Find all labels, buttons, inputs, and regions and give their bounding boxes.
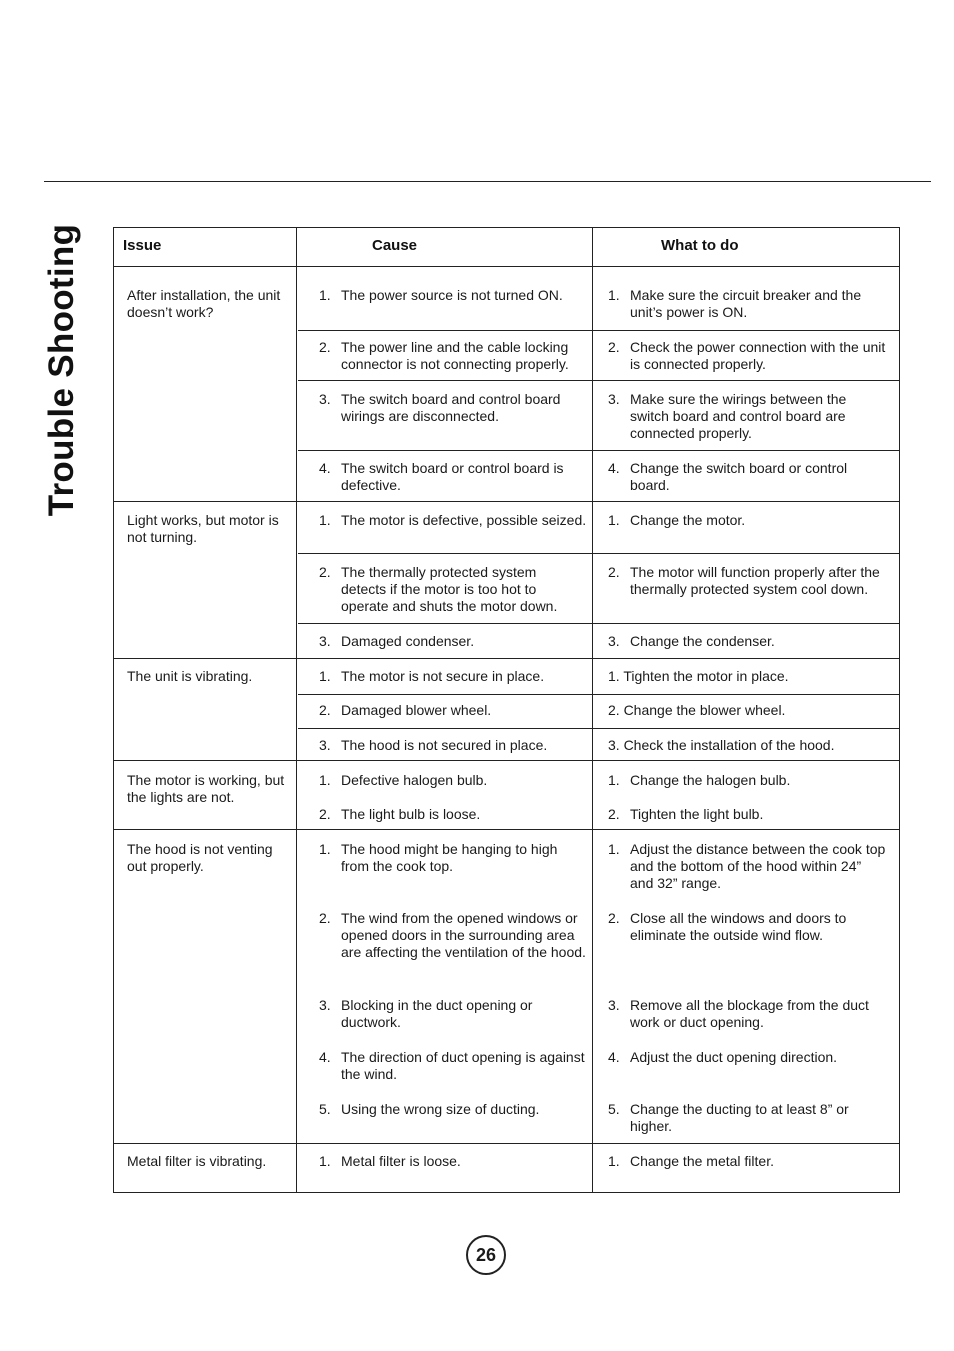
cause-text: The hood is not secured in place. bbox=[341, 737, 548, 753]
action-number: 1. bbox=[608, 287, 620, 303]
cause-text: The power line and the cable locking connector is not connecting properly. bbox=[341, 339, 569, 372]
cause-item bbox=[319, 772, 589, 789]
action-text: Change the ducting to at least 8” or higher. bbox=[630, 1101, 849, 1134]
action-item bbox=[608, 910, 888, 944]
action-item bbox=[608, 391, 888, 442]
row-rule bbox=[298, 553, 899, 554]
header-rule bbox=[114, 266, 899, 267]
group-rule bbox=[114, 829, 899, 830]
action-text: Adjust the duct opening direction. bbox=[630, 1049, 838, 1065]
cause-text: Damaged blower wheel. bbox=[341, 702, 492, 718]
page-number: 26 bbox=[466, 1235, 506, 1275]
cause-item bbox=[319, 287, 589, 304]
action-item bbox=[608, 1101, 888, 1135]
action-text: 1. Tighten the motor in place. bbox=[608, 668, 789, 684]
cause-number: 3. bbox=[319, 737, 331, 753]
cause-number: 3. bbox=[319, 633, 331, 649]
action-number: 5. bbox=[608, 1101, 620, 1117]
action-item bbox=[608, 702, 888, 719]
cause-item bbox=[319, 460, 589, 494]
cause-text: Metal filter is loose. bbox=[341, 1153, 461, 1169]
action-number: 1. bbox=[608, 841, 620, 857]
cause-item bbox=[319, 668, 589, 685]
group-rule bbox=[298, 1143, 899, 1144]
action-item bbox=[608, 772, 888, 789]
action-number: 2. bbox=[608, 564, 620, 580]
action-number: 2. bbox=[608, 806, 620, 822]
action-text: Make sure the circuit breaker and the unit’s power is ON. bbox=[630, 287, 862, 320]
action-item bbox=[608, 668, 888, 685]
cause-item bbox=[319, 841, 589, 875]
header-cause: Cause bbox=[372, 237, 418, 254]
troubleshooting-table bbox=[113, 227, 900, 1193]
cause-text: The hood might be hanging to high from the cook top. bbox=[341, 841, 558, 874]
action-item bbox=[608, 287, 888, 321]
action-text: Change the metal filter. bbox=[630, 1153, 774, 1169]
cause-text: Using the wrong size of ducting. bbox=[341, 1101, 540, 1117]
cause-number: 4. bbox=[319, 460, 331, 476]
cause-number: 1. bbox=[319, 668, 331, 684]
cause-item bbox=[319, 633, 589, 650]
cause-text: The direction of duct opening is against the wind. bbox=[341, 1049, 585, 1082]
issue-cell: Light works, but motor is not turning. bbox=[127, 512, 279, 545]
issue-cell: The unit is vibrating. bbox=[127, 668, 253, 684]
action-item bbox=[608, 841, 888, 892]
action-text: Tighten the light bulb. bbox=[630, 806, 764, 822]
header-action: What to do bbox=[661, 237, 739, 254]
group-rule-left bbox=[114, 1143, 298, 1144]
cause-number: 1. bbox=[319, 841, 331, 857]
cause-number: 1. bbox=[319, 1153, 331, 1169]
cause-text: Damaged condenser. bbox=[341, 633, 475, 649]
action-text: Make sure the wirings between the switch board and control board are connected properly. bbox=[630, 391, 847, 441]
cause-item bbox=[319, 910, 589, 961]
action-item bbox=[608, 339, 888, 373]
action-number: 1. bbox=[608, 772, 620, 788]
side-title: Trouble Shooting bbox=[42, 223, 81, 517]
cause-text: Defective halogen bulb. bbox=[341, 772, 488, 788]
action-number: 1. bbox=[608, 512, 620, 528]
action-item bbox=[608, 633, 888, 650]
action-text: Adjust the distance between the cook top and the bottom of the hood within 24” and 32” range. bbox=[630, 841, 886, 891]
header-issue: Issue bbox=[123, 237, 162, 254]
cause-text: The wind from the opened windows or opened doors in the surrounding area are affecting the ventilation of the hood. bbox=[341, 910, 586, 960]
row-rule bbox=[298, 623, 899, 624]
action-text: Change the switch board or control board. bbox=[630, 460, 848, 493]
action-number: 3. bbox=[608, 391, 620, 407]
group-rule bbox=[114, 501, 899, 502]
cause-number: 2. bbox=[319, 806, 331, 822]
cause-item bbox=[319, 339, 589, 373]
action-text: Remove all the blockage from the duct work or duct opening. bbox=[630, 997, 869, 1030]
action-text: Change the halogen bulb. bbox=[630, 772, 791, 788]
action-number: 2. bbox=[608, 910, 620, 926]
group-rule bbox=[114, 760, 899, 761]
action-text: Check the power connection with the unit is connected properly. bbox=[630, 339, 886, 372]
cause-number: 4. bbox=[319, 1049, 331, 1065]
cause-item bbox=[319, 1049, 589, 1083]
cause-item bbox=[319, 737, 589, 754]
column-divider bbox=[592, 228, 593, 1192]
issue-cell: The motor is working, but the lights are not. bbox=[127, 772, 285, 805]
action-item bbox=[608, 737, 888, 754]
cause-text: The thermally protected system detects if the motor is too hot to operate and shuts the motor down. bbox=[341, 564, 558, 614]
cause-number: 1. bbox=[319, 512, 331, 528]
cause-number: 3. bbox=[319, 391, 331, 407]
cause-number: 5. bbox=[319, 1101, 331, 1117]
action-item bbox=[608, 997, 890, 1031]
action-item bbox=[608, 564, 883, 598]
cause-item bbox=[319, 806, 589, 823]
action-item bbox=[608, 460, 888, 494]
cause-number: 2. bbox=[319, 339, 331, 355]
action-item bbox=[608, 1153, 888, 1170]
cause-number: 1. bbox=[319, 287, 331, 303]
cause-item bbox=[319, 997, 589, 1031]
action-text: Change the motor. bbox=[630, 512, 746, 528]
cause-item bbox=[319, 1153, 589, 1170]
group-rule bbox=[114, 658, 899, 659]
cause-text: The light bulb is loose. bbox=[341, 806, 481, 822]
action-number: 3. bbox=[608, 633, 620, 649]
top-rule bbox=[44, 181, 931, 182]
row-rule bbox=[298, 380, 899, 381]
issue-cell: Metal filter is vibrating. bbox=[127, 1153, 267, 1169]
action-text: Change the condenser. bbox=[630, 633, 775, 649]
cause-number: 3. bbox=[319, 997, 331, 1013]
cause-item bbox=[319, 512, 589, 529]
action-number: 2. bbox=[608, 339, 620, 355]
cause-number: 2. bbox=[319, 910, 331, 926]
action-number: 3. bbox=[608, 997, 620, 1013]
action-text: 3. Check the installation of the hood. bbox=[608, 737, 835, 753]
action-number: 4. bbox=[608, 460, 620, 476]
cause-text: The switch board and control board wirings are disconnected. bbox=[341, 391, 561, 424]
row-rule bbox=[298, 450, 899, 451]
row-rule bbox=[298, 330, 899, 331]
cause-item bbox=[319, 702, 589, 719]
cause-number: 2. bbox=[319, 702, 331, 718]
action-item bbox=[608, 1049, 888, 1066]
cause-item bbox=[319, 391, 589, 425]
cause-text: The switch board or control board is defective. bbox=[341, 460, 564, 493]
cause-text: The power source is not turned ON. bbox=[341, 287, 563, 303]
action-number: 1. bbox=[608, 1153, 620, 1169]
cause-text: Blocking in the duct opening or ductwork. bbox=[341, 997, 533, 1030]
cause-number: 2. bbox=[319, 564, 331, 580]
action-text: Close all the windows and doors to eliminate the outside wind flow. bbox=[630, 910, 847, 943]
action-text: The motor will function properly after the thermally protected system cool down. bbox=[630, 564, 880, 597]
cause-text: The motor is not secure in place. bbox=[341, 668, 545, 684]
action-text: 2. Change the blower wheel. bbox=[608, 702, 786, 718]
row-rule bbox=[298, 728, 899, 729]
action-item bbox=[608, 806, 888, 823]
issue-cell: The hood is not venting out properly. bbox=[127, 841, 273, 874]
action-item bbox=[608, 512, 888, 529]
action-number: 4. bbox=[608, 1049, 620, 1065]
cause-item bbox=[319, 564, 569, 615]
row-rule bbox=[298, 694, 899, 695]
cause-item bbox=[319, 1101, 589, 1118]
cause-number: 1. bbox=[319, 772, 331, 788]
issue-cell: After installation, the unit doesn’t work? bbox=[127, 287, 281, 320]
column-divider bbox=[296, 228, 297, 1192]
cause-text: The motor is defective, possible seized. bbox=[341, 512, 587, 528]
